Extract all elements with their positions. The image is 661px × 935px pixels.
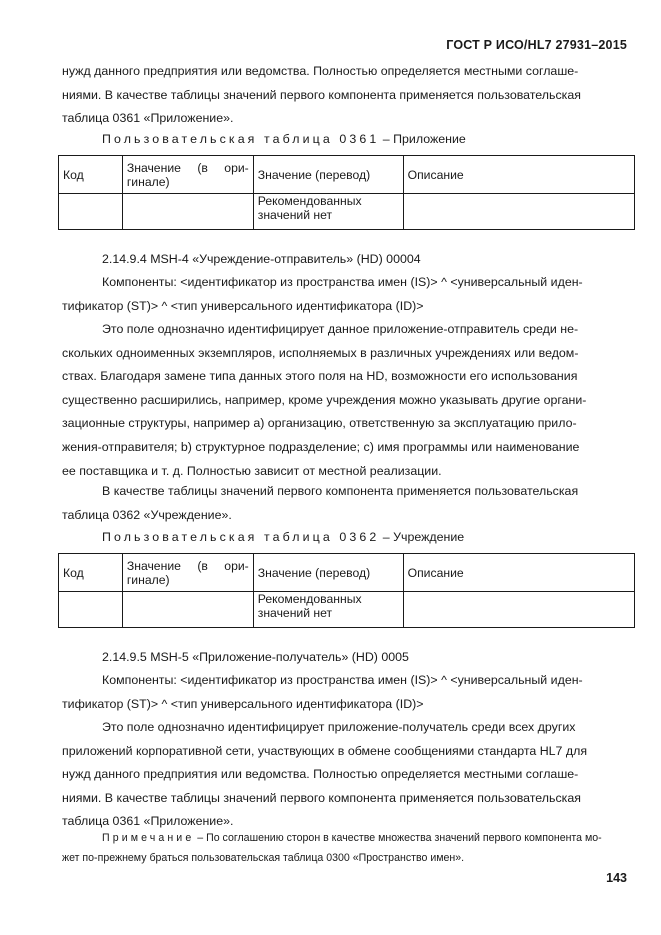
cell-translation-line1: Рекомендованных (257, 592, 362, 606)
text-line: Компоненты: <идентификатор из пространства имен (IS)> ^ <универсальный иден- (102, 275, 583, 289)
header-code: Код (59, 156, 123, 194)
header-original (122, 156, 253, 194)
table-0362-caption (102, 529, 464, 545)
caption-subtitle: – Приложение (379, 132, 466, 146)
header-code: Код (59, 554, 123, 592)
table-0362 (58, 553, 635, 628)
text-line: таблица 0361 «Приложение». (62, 111, 234, 126)
note-text-1: – По соглашению сторон в качестве множества значений первого компонента мо- (194, 832, 602, 844)
header-original-b: (в (197, 558, 208, 573)
text-line: нужд данного предприятия или ведомства. Полностью определяется местными соглаше- (62, 767, 579, 782)
header-original (122, 554, 253, 592)
caption-title: Пользовательская таблица 0362 (102, 530, 380, 544)
text-line: тификатор (ST)> ^ <тип универсального идентификатора (ID)> (62, 696, 424, 711)
cell-code (59, 592, 123, 628)
text-line: Это поле однозначно идентифицирует данное приложение-отправитель среди не- (102, 322, 579, 336)
note-line2: жет по-прежнему браться пользовательская таблица 0300 «Пространство имен». (62, 852, 465, 864)
text-line: существенно расширились, например, кроме учреждения можно указывать другие органи- (62, 392, 587, 407)
cell-description (403, 194, 634, 230)
header-translation: Значение (перевод) (253, 554, 403, 592)
header-original-b: (в (197, 160, 208, 175)
header-translation: Значение (перевод) (253, 156, 403, 194)
cell-code (59, 194, 123, 230)
text-line: нужд данного предприятия или ведомства. Полностью определяется местными соглаше- (62, 64, 579, 78)
caption-subtitle: – Учреждение (379, 530, 465, 544)
cell-original (122, 194, 253, 230)
cell-translation-line2: значений нет (257, 208, 333, 222)
caption-title: Пользовательская таблица 0361 (102, 132, 380, 146)
text-line: ствах. Благодаря замене типа данных этого поля на HD, возможности его использования (62, 369, 578, 384)
header-original-a: Значение (126, 558, 181, 573)
header-description: Описание (403, 554, 634, 592)
table-header-row (59, 156, 635, 194)
text-line: Компоненты: <идентификатор из пространства имен (IS)> ^ <универсальный иден- (102, 673, 583, 687)
body-msh4 (62, 318, 629, 483)
section-heading-msh4: 2.14.9.4 MSH-4 «Учреждение-отправитель» (HD) 00004 (102, 252, 421, 266)
cell-translation (253, 194, 403, 230)
text-line: тификатор (ST)> ^ <тип универсального идентификатора (ID)> (62, 298, 424, 313)
text-line: ее поставщика и т. д. Полностью зависит от местной реализации. (62, 463, 442, 478)
page-number: 143 (606, 871, 627, 885)
text-line: скольких одноименных экземпляров, исполняемых в различных учреждениях или ведом- (62, 345, 579, 360)
text-line: В качестве таблицы значений первого компонента применяется пользовательская (102, 484, 579, 498)
body-msh5 (62, 716, 629, 834)
note (62, 828, 629, 868)
cell-translation-line1: Рекомендованных (257, 194, 362, 208)
note-label: Примечание (102, 832, 195, 844)
header-original-c: ори- (224, 558, 249, 573)
cell-original (122, 592, 253, 628)
components-msh4 (62, 271, 629, 318)
table-0361-caption (102, 131, 466, 147)
text-line: жения-отправителя; b) структурное подразделение; c) имя программы или наименование (62, 439, 580, 454)
cell-translation-line2: значений нет (257, 606, 333, 620)
text-line: таблица 0361 «Приложение». (62, 814, 234, 829)
header-original-d: гинале) (126, 174, 170, 189)
table-row (59, 194, 635, 230)
table-0361 (58, 155, 635, 230)
top-paragraph (62, 60, 629, 131)
components-msh5 (62, 669, 629, 716)
cell-translation (253, 592, 403, 628)
header-original-c: ори- (224, 160, 249, 175)
text-line: ниями. В качестве таблицы значений первого компонента применяется пользовательская (62, 87, 581, 102)
text-line: Это поле однозначно идентифицирует приложение-получатель среди всех других (102, 720, 576, 734)
header-original-a: Значение (126, 160, 181, 175)
cell-description (403, 592, 634, 628)
text-line: приложений корпоративной сети, участвующих в обмене сообщениями стандарта HL7 для (62, 743, 588, 758)
table-header-row (59, 554, 635, 592)
table-reference-msh4 (62, 480, 629, 527)
note-line1 (62, 828, 629, 848)
table-row (59, 592, 635, 628)
header-original-d: гинале) (126, 572, 170, 587)
document-header: ГОСТ Р ИСО/HL7 27931–2015 (446, 38, 627, 52)
text-line: ниями. В качестве таблицы значений первого компонента применяется пользовательская (62, 790, 581, 805)
text-line: зационные структуры, например а) организацию, ответственную за эксплуатацию прило- (62, 416, 577, 431)
section-heading-msh5: 2.14.9.5 MSH-5 «Приложение-получатель» (HD) 0005 (102, 650, 409, 664)
header-description: Описание (403, 156, 634, 194)
text-line: таблица 0362 «Учреждение». (62, 507, 232, 522)
